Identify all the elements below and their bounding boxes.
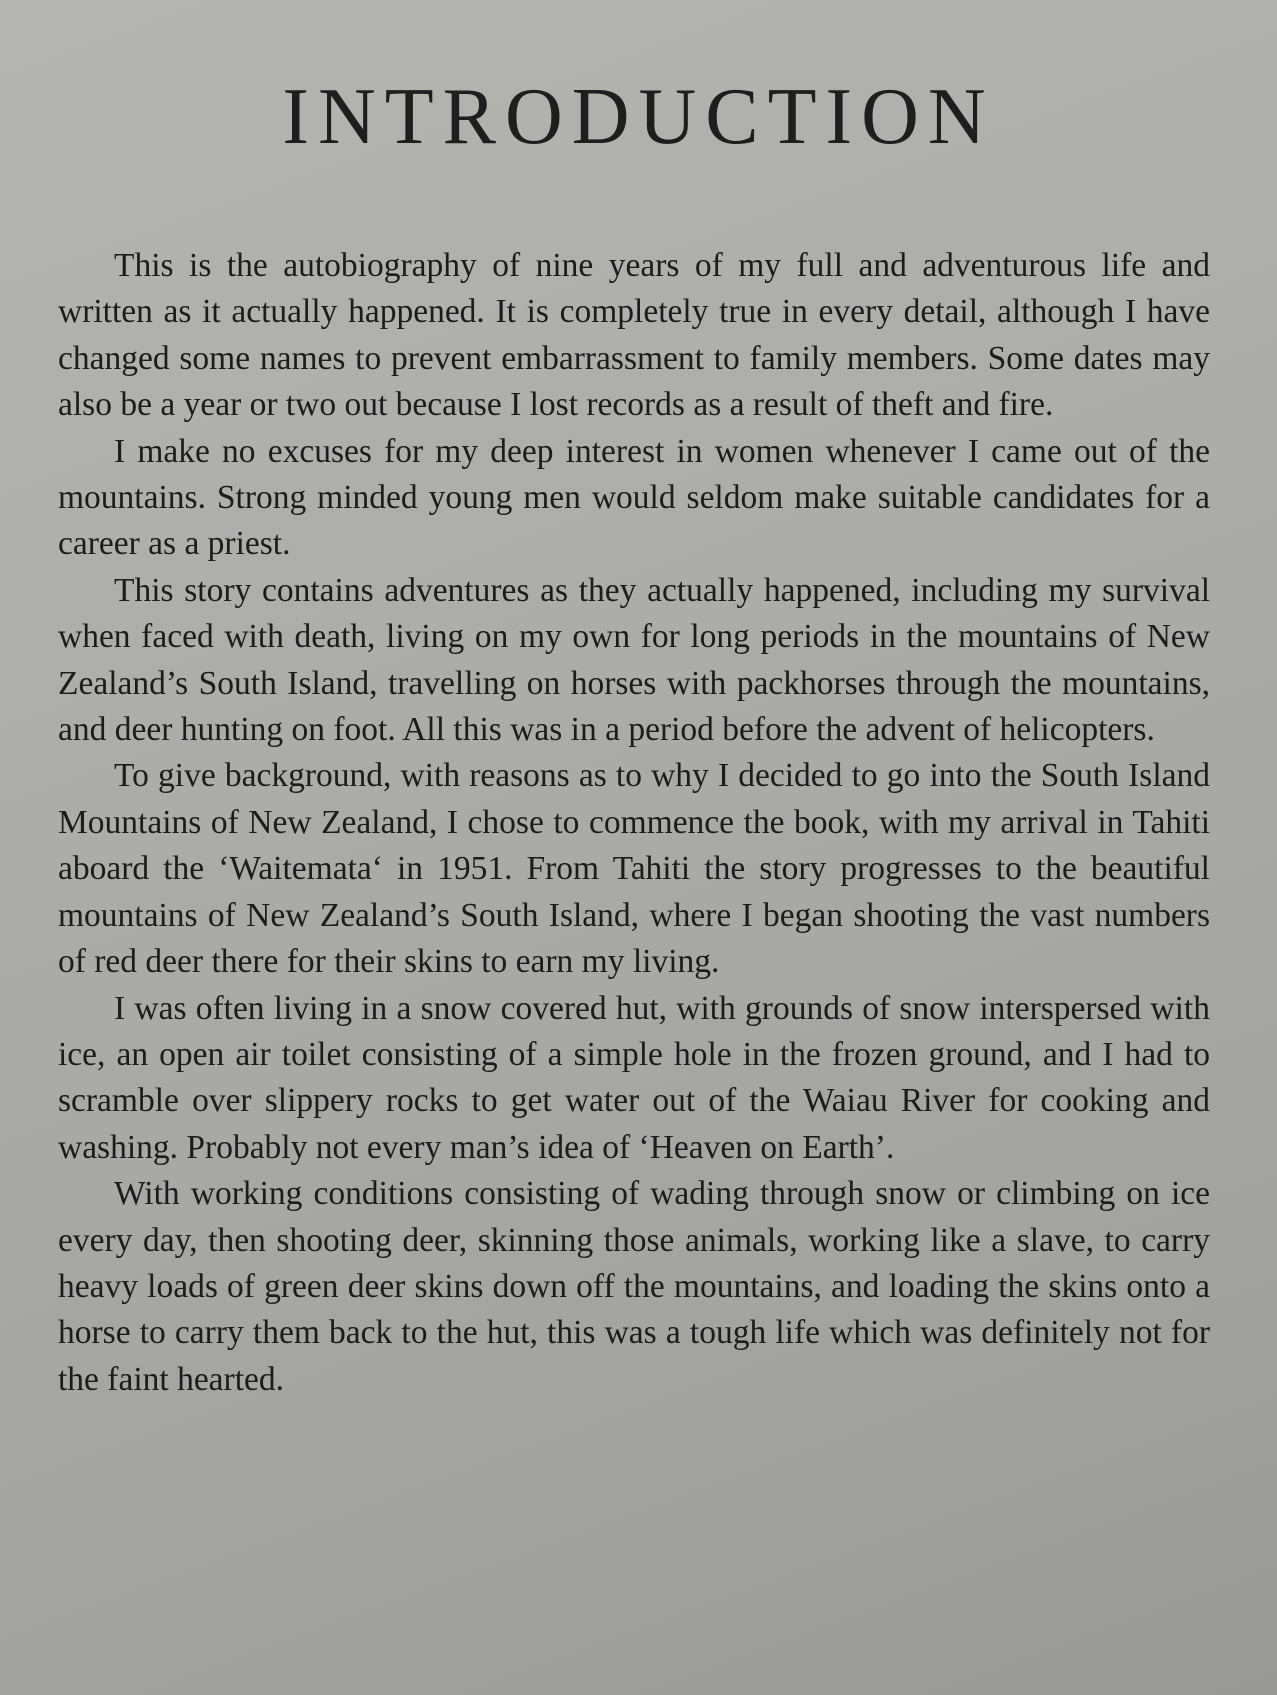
- paragraph: I make no excuses for my deep interest in women whenever I came out of the mountains. Strong minded young men would seldom make suitable candidates for a career as a priest.: [58, 432, 1210, 563]
- paragraph: This story contains adventures as they actually happened, including my survival when faced with death, living on my own for long periods in the mountains of New Zealand’s South Island, travelling on horses with packhorses through the mountains, and deer hunting on foot. All this was in a period before the advent of helicopters.: [58, 571, 1210, 749]
- paragraph: This is the autobiography of nine years of my full and adventurous life and written as it actually happened. It is completely true in every detail, although I have changed some names to prevent embarrassment to family members. Some dates may also be a year or two out because I lost records as a result of theft and fire.: [58, 247, 1210, 424]
- introduction-text: [58, 243, 1210, 1403]
- paragraph: I was often living in a snow covered hut, with grounds of snow interspersed with ice, an open air toilet consisting of a simple hole in the frozen ground, and I had to scramble over slippery rocks to get water out of the Waiau River for cooking and washing. Probably not every man’s idea of ‘Heaven on Earth’.: [58, 989, 1210, 1166]
- paragraph: With working conditions consisting of wading through snow or climbing on ice every day, then shooting deer, skinning those animals, working like a slave, to carry heavy loads of green deer skins down off the mountains, and loading the skins onto a horse to carry them back to the hut, this was a tough life which was definitely not for the faint hearted.: [58, 1175, 1210, 1398]
- page-title: INTRODUCTION: [282, 73, 995, 161]
- paragraph: To give background, with reasons as to why I decided to go into the South Island Mountains of New Zealand, I chose to commence the book, with my arrival in Tahiti aboard the ‘Waitemata‘ in 1951. From Tahiti the story progresses to the beautiful mountains of New Zealand’s South Island, where I began shooting the vast numbers of red deer there for their skins to earn my living.: [58, 757, 1210, 981]
